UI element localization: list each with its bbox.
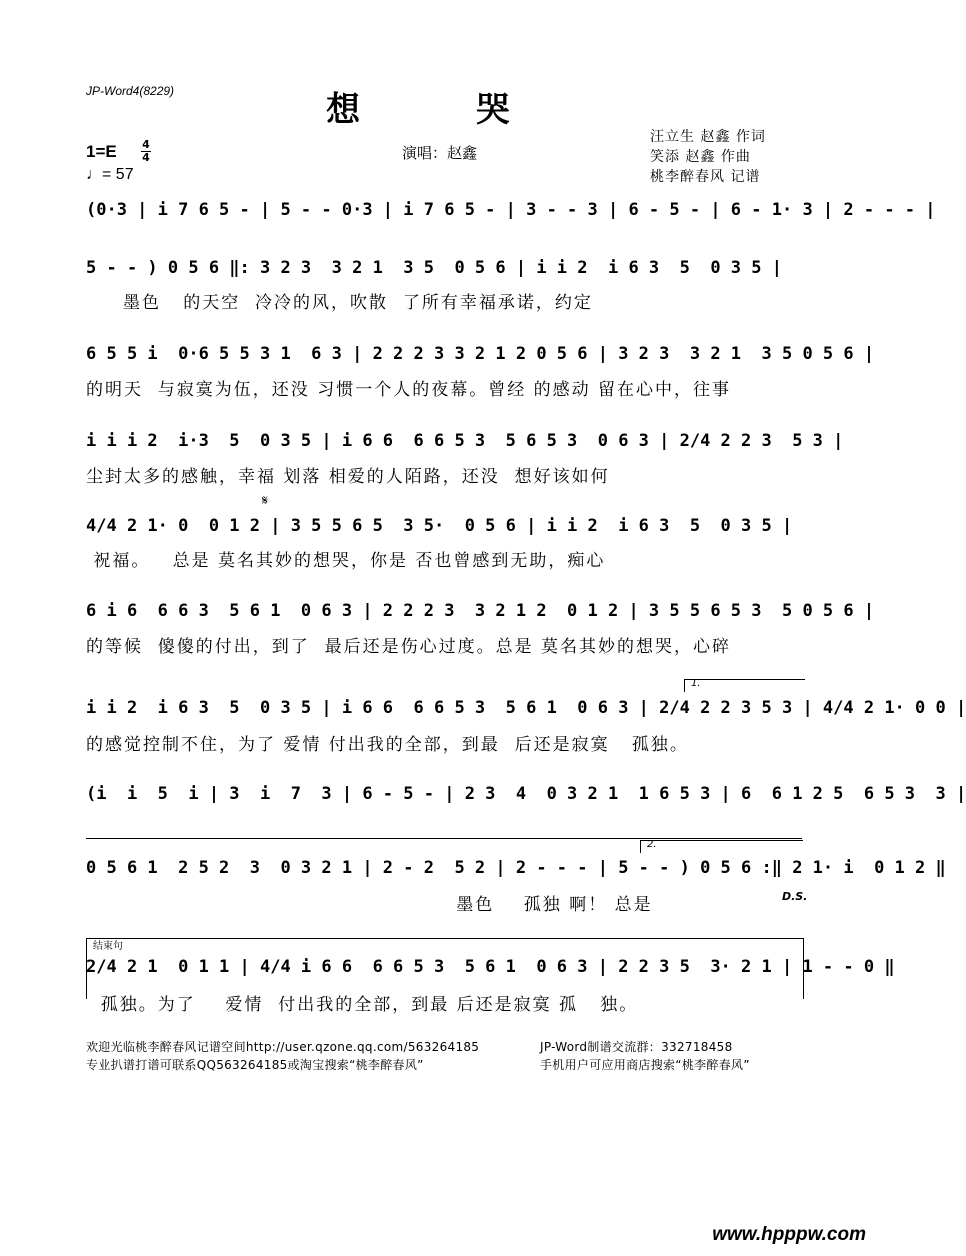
score-row-3-notes: 6 5 5 i 0·6 5 5 3 1 6 3 | 2 2 2 3 3 2 1 2 0 5 6 | 3 2 3 3 2 1 3 5 0 5 6 | [86, 344, 875, 364]
time-sig-bottom: 4 [142, 151, 150, 164]
footer-contact-text: 专业扒谱打谱可联系QQ563264185或淘宝搜索“桃李醉春风” [86, 1058, 424, 1072]
score-row-5-lyrics: 祝福。 总是 莫名其妙的想哭，你是 否也曾感到无助，痴心 [86, 551, 606, 571]
score-row-3-lyrics: 的明天 与寂寞为伍，还没 习惯一个人的夜幕。曾经 的感动 留在心中，往事 [86, 380, 732, 400]
lyricist-credit: 汪立生 赵鑫 作词 [650, 129, 766, 145]
score-row-2-notes: 5 - - ) 0 5 6 ‖: 3 2 3 3 2 1 3 5 0 5 6 | i i 2 i 6 3 5 0 3 5 | [86, 258, 782, 278]
score-row-7-lyrics: 的感觉控制不住，为了 爱情 付出我的全部，到最 后还是寂寞 孤独。 [86, 735, 689, 755]
dal-segno-mark: D.S. [782, 890, 808, 903]
volta-line [86, 838, 802, 839]
score-row-1-notes: (0·3 | i 7 6 5 - | 5 - - 0·3 | i 7 6 5 - | 3 - - 3 | 6 - 5 - | 6 - 1· 3 | 2 - - - | [86, 200, 936, 220]
score-row-6-notes: 6 i 6 6 6 3 5 6 1 0 6 3 | 2 2 2 3 3 2 1 2 0 1 2 | 3 5 5 6 5 3 5 0 5 6 | [86, 601, 875, 621]
software-tag: JP-Word4(8229) [86, 84, 175, 98]
footer-group-text: JP-Word制谱交流群：332718458 [540, 1040, 733, 1054]
score-row-7-notes: i i 2 i 6 3 5 0 3 5 | i 6 6 6 6 5 3 5 6 1 0 6 3 | 2/4 2 2 3 5 3 | 4/4 2 1· 0 0 | [86, 698, 966, 718]
footer-app-text: 手机用户可应用商店搜索“桃李醉春风” [540, 1058, 750, 1072]
transcriber-credit: 桃李醉春风 记谱 [650, 169, 761, 185]
score-row-10-lyrics: 孤独。为了 爱情 付出我的全部，到最 后还是寂寞 孤 独。 [86, 995, 639, 1015]
volta-2-label: 2. [647, 839, 657, 850]
singer-credit: 演唱：赵鑫 [402, 144, 478, 162]
song-title: 想 哭 [326, 90, 562, 130]
score-row-9-notes: 0 5 6 1 2 5 2 3 0 3 2 1 | 2 - 2 5 2 | 2 - - - | 5 - - ) 0 5 6 :‖ 2 1· i 0 1 2 ‖ [86, 858, 946, 878]
website-watermark: www.hpppw.com [712, 1224, 866, 1245]
time-sig-top: 4 [142, 138, 150, 151]
composer-credit: 笑添 赵鑫 作曲 [650, 149, 751, 165]
score-row-9-lyrics: 墨色 孤独 啊！ 总是 [86, 895, 653, 915]
segno-sign: 𝄋 [262, 493, 269, 509]
footer-link-text: 欢迎光临桃李醉春风记谱空间http://user.qzone.qq.com/563264185 [86, 1040, 480, 1054]
volta-2-bracket [640, 840, 803, 853]
volta-1-bracket [684, 679, 805, 692]
score-row-8-notes: (i i 5 i | 3 i 7 3 | 6 - 5 - | 2 3 4 0 3 2 1 1 6 5 3 | 6 6 1 2 5 6 5 3 3 | [86, 784, 966, 804]
time-signature [141, 139, 151, 163]
score-row-4-notes: i i i 2 i·3 5 0 3 5 | i 6 6 6 6 5 3 5 6 5 3 0 6 3 | 2/4 2 2 3 5 3 | [86, 431, 844, 451]
key-signature: 1=E [86, 142, 117, 161]
score-row-10-notes: 2/4 2 1 0 1 1 | 4/4 i 6 6 6 6 5 3 5 6 1 0 6 3 | 2 2 3 5 3· 2 1 | 1 - - 0 ‖ [86, 957, 895, 977]
score-row-2-lyrics: 墨色 的天空 冷冷的风，吹散 了所有幸福承诺，约定 [86, 293, 593, 313]
coda-label: 结束句 [93, 941, 123, 952]
score-row-4-lyrics: 尘封太多的感触，幸福 划落 相爱的人陌路，还没 想好该如何 [86, 467, 610, 487]
volta-1-label: 1. [691, 678, 701, 689]
score-row-6-lyrics: 的等候 傻傻的付出，到了 最后还是伤心过度。总是 莫名其妙的想哭，心碎 [86, 637, 732, 657]
tempo-marking: ♩= 57 [86, 166, 134, 183]
score-row-5-notes: 4/4 2 1· 0 0 1 2 | 3 5 5 6 5 3 5· 0 5 6 | i i 2 i 6 3 5 0 3 5 | [86, 516, 793, 536]
